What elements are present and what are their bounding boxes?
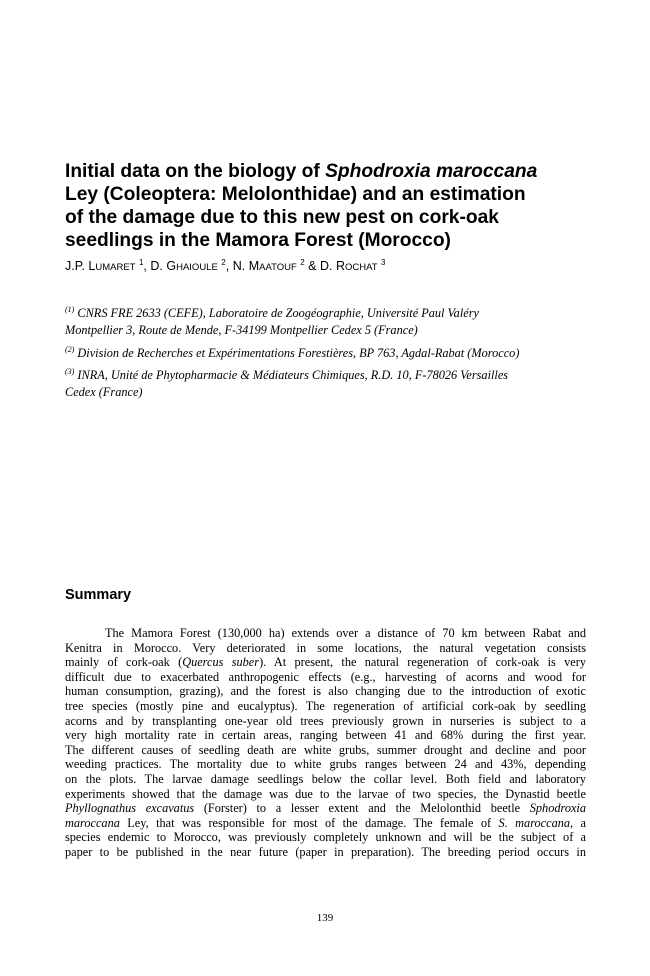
author-3-affil-mark: 2 [300,258,305,267]
title-line-3: of the damage due to this new pest on cork-oak [65,207,499,228]
author-3: N. MAATOUF $^2$ [232,258,305,273]
summary-paragraph [65,626,586,860]
summary-line: experiments showed that the damage was due to the larvae of two species, the Dynastid beetle [65,786,586,801]
summary-line: maroccana Ley, that was responsible for most of the damage. The female of S. maroccana, a [65,815,586,830]
summary-line: tree species (mostly pine and eucalyptus). The regeneration of artificial cork-oak by seedling [65,698,586,713]
summary-line: human consumption, grazing), and the forest is also changing due to the introduction of exotic [65,684,586,699]
summary-line: The different causes of seedling death are white grubs, summer drought and decline and poor [65,742,586,757]
summary-line: The Mamora Forest (130,000 ha) extends over a distance of 70 km between Rabat and [105,626,586,640]
summary-line: acorns and by transplanting one-year old trees previously grown in nurseries is subject to a [65,713,586,728]
author-2: D. GHAIOULE $^2$ [150,258,226,273]
affiliation-3: $^{(3)}$ INRA, Unité de Phytopharmacie & Médiateurs Chimiques, R.D. 10, F-78026 Versailles Cedex (France) [65,367,509,399]
summary-line: weeding practices. The mortality due to white grubs ranges between 24 and 43%, depending [65,757,586,772]
species-name: Sphodroxia maroccana [325,161,538,182]
author-list: J.P. LUMARET $^1$, D. GHAIOULE $^2$, N. MAATOUF $^2$ & D. ROCHAT $^3$ [65,258,386,273]
summary-line: Phyllognathus excavatus (Forster) to a lesser extent and the Melolonthid beetle Sphodroxia [65,801,586,816]
affiliation-1: $^{(1)}$ CNRS FRE 2633 (CEFE), Laboratoire de Zoogéographie, Université Paul Valéry Montpellier 3, Route de Mende, F-34199 Montpellier Cedex 5 (France) [65,305,479,337]
summary-line: mainly of cork-oak (Quercus suber). At present, the natural regeneration of cork-oak is very [65,655,587,670]
title-line-1: Initial data on the biology of Sphodroxia maroccana [65,161,538,182]
summary-line: on the plots. The larvae damage seedlings below the collar level. Both field and laboratory [65,771,586,786]
summary-line: very high mortality rate in certain areas, ranging between 41 and 68% during the first year. [65,728,586,743]
summary-line: paper to be published in the near future (paper in preparation). The breeding period occurs in [65,844,586,859]
page-number: 139 [316,912,334,924]
title-line-4: seedlings in the Mamora Forest (Morocco) [65,230,451,251]
author-4: D. ROCHAT $^3$ [320,258,386,273]
author-2-affil-mark: 2 [221,258,226,267]
summary-line: difficult due to exacerbated anthropogenic effects (e.g., harvesting of acorns and wood for [65,669,586,684]
title-line-2: Ley (Coleoptera: Melolonthidae) and an estimation [65,184,526,205]
affiliation-2: $^{(2)}$ Division de Recherches et Expérimentations Forestières, BP 763, Agdal-Rabat (Morocco) [65,345,520,360]
paper-title [65,160,595,252]
summary-heading: Summary [65,587,132,603]
author-1-affil-mark: 1 [138,258,144,267]
summary-line: species endemic to Morocco, was previously completely unknown and will be the subject of a [65,830,586,845]
summary-line: Kenitra in Morocco. Very deteriorated in some locations, the natural vegetation consists [65,640,586,655]
author-1: J.P. LUMARET $^1$ [65,258,144,273]
author-4-affil-mark: 3 [381,258,386,267]
